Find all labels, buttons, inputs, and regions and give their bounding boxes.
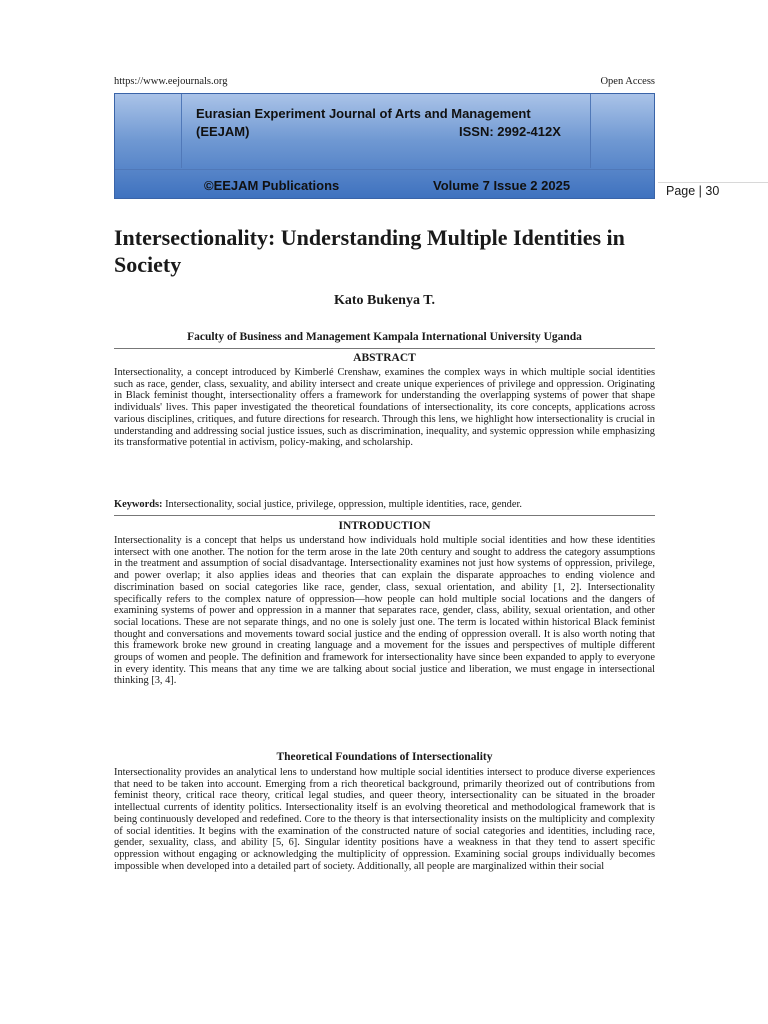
page-number: Page | 30	[666, 184, 720, 198]
paper-author: Kato Bukenya T.	[333, 293, 435, 308]
theory-text: Intersectionality provides an analytical lens to understand how multiple social identities intersect to produce diverse experiences that need to be taken into account. Emerging from a rich theoretical background, primarily theorized out of contributions from feminist theory, critical race theory, critical legal studies, and queer theory, intersectionality can be situated in the broader intellectual currents of identity politics. Intersectionality itself is an evolving theoretical and methodological framework that is being continuously developed and redefined. Core to the theory is that intersectionality insists on the multiplicity and complexity of social identities. It begins with the examination of the constructed nature of social categories and identities, including race, gender, sexuality, class, and ability [5, 6]. Singular identity positions have a weakness in that they tend to assert specific oppression without engaging or acknowledging the multiplicity of oppression. Examining social groups individually becomes impossible when developed into a detailed part of society. Additionally, all people are marginalized within their social	[114, 767, 655, 872]
journal-name: Eurasian Experiment Journal of Arts and Management	[196, 106, 531, 121]
banner-divider-left	[181, 94, 182, 168]
journal-abbrev: (EEJAM)	[196, 124, 250, 139]
banner-divider-horizontal	[115, 169, 654, 170]
abstract-bottom-rule	[114, 515, 655, 516]
journal-banner	[114, 93, 655, 199]
paper-title: Intersectionality: Understanding Multiple Identities in Society	[114, 225, 625, 277]
banner-divider-right	[590, 94, 591, 168]
abstract-text: Intersectionality, a concept introduced by Kimberlé Crenshaw, examines the complex ways in which multiple social identities such as race, gender, class, sexuality, and ability intersect and create unique experiences of privilege and oppression. Originating in Black feminist thought, intersectionality offers a framework for understanding the overlapping systems of power that shape individuals' lives. This paper investigated the theoretical foundations of intersectionality, its core concepts, applications across various disciplines, critiques, and future directions for research. Through this lens, we highlight how intersectionality is crucial in understanding and addressing social justice issues, such as discrimination, inequality, and systemic oppression while emphasizing its transformative potential in activism, policy-making, and scholarship.	[114, 367, 655, 449]
volume-label: Volume 7 Issue 2 2025	[433, 178, 571, 193]
keywords-line	[114, 499, 655, 511]
journal-issn: ISSN: 2992-412X	[459, 124, 561, 139]
open-access-label: Open Access	[600, 76, 655, 87]
keywords-list: Intersectionality, social justice, privilege, oppression, multiple identities, race, gender.	[165, 499, 522, 510]
publisher-label: ©EEJAM Publications	[204, 178, 340, 193]
keywords-label: Keywords:	[114, 499, 163, 510]
running-header	[114, 76, 655, 90]
journal-url[interactable]: https://www.eejournals.org	[114, 76, 228, 87]
introduction-heading: INTRODUCTION	[338, 520, 431, 532]
abstract-heading: ABSTRACT	[353, 352, 416, 364]
page-number-rule	[658, 182, 768, 183]
abstract-top-rule	[114, 348, 655, 349]
theory-heading: Theoretical Foundations of Intersectionality	[276, 751, 493, 763]
introduction-text: Intersectionality is a concept that helps us understand how individuals hold multiple social identities and how these identities intersect with one another. The notion for the term arose in the late 20th century and sought to address the category assumptions in the treatment and assumption of social disadvantage. Intersectionality examines not just how systems of oppression, privilege, and power overlap; it also applies ideas and theories that can explain the disparate approaches to ending violence and discrimination based on social categories like race, gender, class, sexual orientation, and ability [1, 2]. Intersectionality specifically refers to the complex nature of oppression—how people can hold multiple social locations and the dangers of examining systems of power and oppression in a manner that separates race, gender, class, ability, sexual orientation, and other social locations. These are not separate things, and no one is solely just one. The term is located within historical Black feminist thought and conversations and movements toward social justice and the ending of oppression overall. It is also worth noting that this framework broke new ground in creating language and a movement for the issues and perspectives of multiple different groups of women and people. The definition and framework for intersectionality have since been expanded to apply to everyone in every identity. This means that any time we are talking about social justice and liberation, we must engage in intersectional thinking [3, 4].	[114, 535, 655, 687]
author-affiliation: Faculty of Business and Management Kampala International University Uganda	[187, 331, 582, 343]
